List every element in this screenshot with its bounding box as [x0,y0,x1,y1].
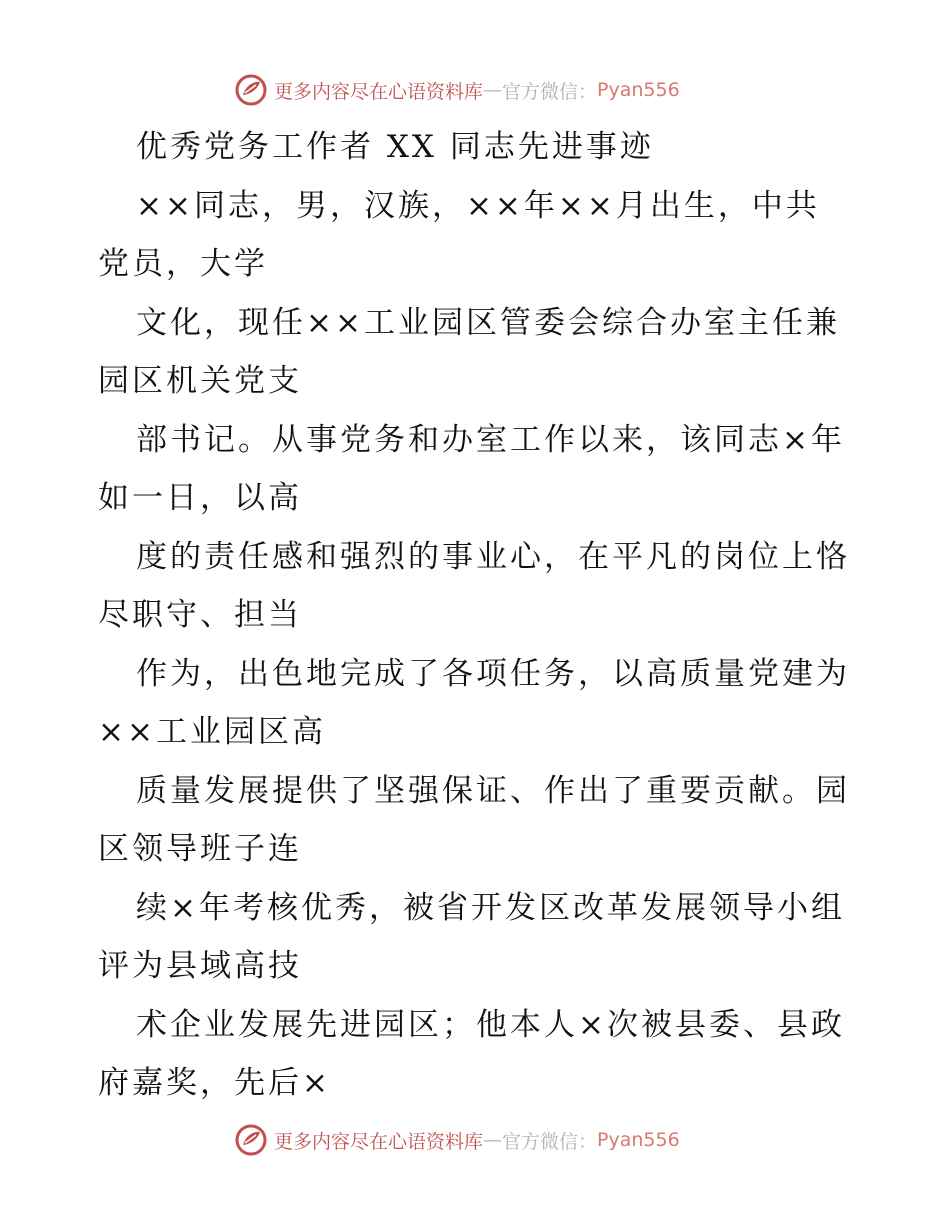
text-line: 作为，出色地完成了各项任务，以高质量党建为 [136,655,850,692]
text-line: ××同志，男，汉族，××年××月出生，中共 [136,187,820,224]
wechat-account: Pyan556 [597,79,680,101]
promo-text: 更多内容尽在心语资料库 [274,1130,484,1153]
logo-icon [234,1123,268,1157]
text-line: 尽职守、担当 [98,597,302,633]
promo-text: 更多内容尽在心语资料库 [274,80,484,103]
wechat-account: Pyan556 [597,1129,680,1151]
footer-banner [234,1122,754,1158]
text-line: 评为县域高技 [98,948,302,984]
text-line: ××工业园区高 [98,714,326,750]
document-title: 优秀党务工作者 XX 同志先进事迹 [136,129,654,165]
header-banner [234,72,754,108]
banner-dash: — [483,1129,503,1151]
text-line: 如一日，以高 [98,480,302,516]
text-line: 府嘉奖，先后× [98,1065,331,1101]
wechat-label: 官方微信： [502,1130,598,1153]
text-line: 区领导班子连 [98,831,302,867]
text-line: 术企业发展先进园区；他本人×次被县委、县政 [136,1006,845,1043]
text-line: 质量发展提供了坚强保证、作出了重要贡献。园 [136,772,850,809]
banner-dash: — [483,79,503,101]
text-line: 度的责任感和强烈的事业心，在平凡的岗位上恪 [136,538,850,575]
text-line: 部书记。从事党务和办室工作以来，该同志×年 [136,421,845,458]
logo-icon [234,73,268,107]
text-line: 园区机关党支 [98,363,302,399]
wechat-label: 官方微信： [502,80,598,103]
text-line: 续×年考核优秀，被省开发区改革发展领导小组 [136,889,845,926]
text-line: 党员，大学 [98,246,268,282]
text-line: 文化，现任××工业园区管委会综合办室主任兼 [136,304,840,341]
document-body [98,118,858,1113]
